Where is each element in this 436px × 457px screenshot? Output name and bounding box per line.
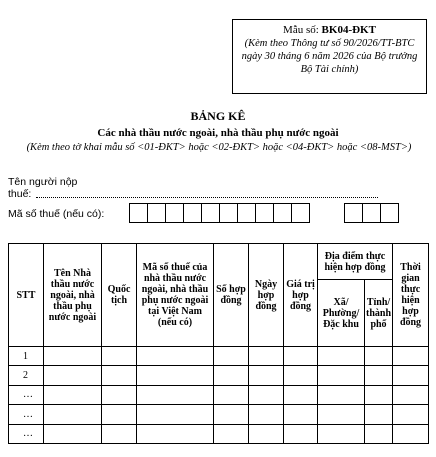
table-cell[interactable] (249, 366, 284, 385)
table-cell[interactable] (44, 385, 102, 404)
form-code-line (233, 24, 426, 37)
table-cell[interactable] (102, 366, 137, 385)
table-cell[interactable] (365, 366, 393, 385)
tax-code-branch-box[interactable] (344, 203, 363, 223)
row-stt: 1 (9, 347, 44, 366)
form-code: BK04-ĐKT (321, 24, 376, 36)
table-cell[interactable] (249, 405, 284, 424)
table-row (9, 385, 429, 404)
tax-code-digit-box[interactable] (219, 203, 238, 223)
table-cell[interactable] (214, 405, 249, 424)
table-cell[interactable] (393, 405, 429, 424)
tax-code-digit-box[interactable] (183, 203, 202, 223)
tax-code-digit-box[interactable] (291, 203, 310, 223)
row-stt: … (9, 424, 44, 443)
table-cell[interactable] (284, 366, 318, 385)
table-cell[interactable] (393, 424, 429, 443)
tax-code-digit-box[interactable] (147, 203, 166, 223)
header-nationality: Quốc tịch (102, 244, 137, 347)
table-cell[interactable] (249, 424, 284, 443)
table-cell[interactable] (102, 347, 137, 366)
table-cell[interactable] (44, 366, 102, 385)
payer-name-label-line2: thuế: (8, 188, 32, 200)
document-subnote: (Kèm theo tờ khai mẫu số <01-ĐKT> hoặc <02-ĐKT> hoặc <04-ĐKT> hoặc <08-MST>) (26, 142, 412, 153)
table-cell[interactable] (284, 385, 318, 404)
header-contract-value: Giá trị hợp đồng (284, 244, 318, 347)
header-contractor-name: Tên Nhà thầu nước ngoài, nhà thầu phụ nước ngoài (44, 244, 102, 347)
table-cell[interactable] (214, 424, 249, 443)
header-location-group: Địa điểm thực hiện hợp đồng (318, 244, 393, 280)
table-cell[interactable] (44, 347, 102, 366)
tax-code-digit-box[interactable] (201, 203, 220, 223)
document-subtitle: Các nhà thầu nước ngoài, nhà thầu phụ nước ngoài (97, 127, 339, 139)
tax-code-label: Mã số thuế (nếu có): (8, 208, 105, 220)
tax-code-digit-box[interactable] (273, 203, 292, 223)
table-cell[interactable] (393, 347, 429, 366)
table-cell[interactable] (137, 385, 214, 404)
header-province: Tỉnh/ thành phố (365, 280, 393, 347)
table-cell[interactable] (102, 424, 137, 443)
table-cell[interactable] (318, 405, 365, 424)
tax-code-branch-box[interactable] (380, 203, 399, 223)
table-cell[interactable] (284, 347, 318, 366)
table-cell[interactable] (393, 385, 429, 404)
table-cell[interactable] (249, 385, 284, 404)
tax-code-digit-box[interactable] (129, 203, 148, 223)
table-row (9, 366, 429, 385)
table-cell[interactable] (214, 366, 249, 385)
tax-code-branch-box[interactable] (362, 203, 381, 223)
header-ward: Xã/ Phường/ Đặc khu (318, 280, 365, 347)
row-stt: … (9, 405, 44, 424)
tax-code-boxes-main[interactable] (130, 203, 310, 223)
form-code-box (232, 19, 427, 94)
contractor-table (8, 243, 429, 444)
tax-code-boxes-branch[interactable] (345, 203, 399, 223)
header-tax-code: Mã số thuế của nhà thầu nước ngoài, nhà thầu phụ nước ngoài tại Việt Nam (nếu có) (137, 244, 214, 347)
table-cell[interactable] (102, 405, 137, 424)
form-legal-note: (Kèm theo Thông tư số 90/2026/TT-BTC ngày 30 tháng 6 năm 2026 của Bộ trưởng Bộ Tài chính) (241, 38, 418, 75)
table-cell[interactable] (318, 385, 365, 404)
table-cell[interactable] (318, 366, 365, 385)
table-cell[interactable] (214, 347, 249, 366)
table-cell[interactable] (318, 347, 365, 366)
tax-code-digit-box[interactable] (165, 203, 184, 223)
table-cell[interactable] (365, 424, 393, 443)
header-contract-number: Số hợp đồng (214, 244, 249, 347)
table-cell[interactable] (137, 366, 214, 385)
table-cell[interactable] (102, 385, 137, 404)
table-cell[interactable] (365, 347, 393, 366)
table-row (9, 405, 429, 424)
table-row (9, 424, 429, 443)
table-cell[interactable] (284, 424, 318, 443)
table-cell[interactable] (249, 347, 284, 366)
table-cell[interactable] (393, 366, 429, 385)
row-stt: … (9, 385, 44, 404)
table-cell[interactable] (44, 405, 102, 424)
table-cell[interactable] (137, 424, 214, 443)
payer-name-label-line1: Tên người nộp (8, 176, 78, 188)
table-cell[interactable] (44, 424, 102, 443)
document-title: BẢNG KÊ (190, 109, 246, 123)
table-cell[interactable] (137, 405, 214, 424)
table-cell[interactable] (365, 405, 393, 424)
header-duration: Thời gian thực hiện hợp đồng (393, 244, 429, 347)
row-stt: 2 (9, 366, 44, 385)
form-code-prefix: Mẫu số: (283, 24, 322, 36)
table-row (9, 347, 429, 366)
table-cell[interactable] (214, 385, 249, 404)
table-cell[interactable] (137, 347, 214, 366)
header-contract-date: Ngày hợp đồng (249, 244, 284, 347)
header-stt: STT (9, 244, 44, 347)
table-cell[interactable] (365, 385, 393, 404)
tax-code-digit-box[interactable] (255, 203, 274, 223)
table-cell[interactable] (284, 405, 318, 424)
payer-name-field[interactable] (36, 197, 378, 198)
tax-code-digit-box[interactable] (237, 203, 256, 223)
table-cell[interactable] (318, 424, 365, 443)
